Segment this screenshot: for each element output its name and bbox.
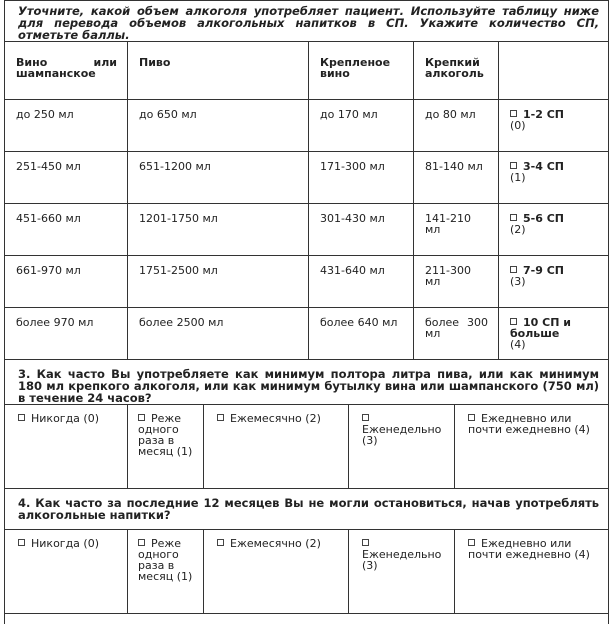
option-weekly[interactable] <box>349 405 455 489</box>
wine-volume: до 250 мл <box>5 100 128 152</box>
checkbox-icon[interactable] <box>510 110 517 117</box>
wine-volume: 661-970 мл <box>5 256 128 308</box>
conversion-header-row <box>5 42 609 100</box>
conversion-row <box>5 308 609 360</box>
conversion-row <box>5 256 609 308</box>
wine-volume: 251-450 мл <box>5 152 128 204</box>
sp-score: (4) <box>510 338 526 351</box>
questionnaire-page <box>4 0 608 624</box>
fortified-volume: 431-640 мл <box>309 256 414 308</box>
checkbox-icon[interactable] <box>510 318 517 325</box>
checkbox-icon[interactable] <box>510 266 517 273</box>
sp-label: 7-9 СП <box>523 264 564 277</box>
checkbox-icon[interactable] <box>138 414 145 421</box>
option-less-than-monthly[interactable] <box>128 530 204 614</box>
sp-label: 10 СП и больше <box>510 316 571 340</box>
header-score <box>499 42 609 100</box>
sp-option[interactable] <box>499 256 609 308</box>
sp-label: 3-4 СП <box>523 160 564 173</box>
header-beer: Пиво <box>128 42 309 100</box>
sp-score: (1) <box>510 171 526 184</box>
checkbox-icon[interactable] <box>217 414 224 421</box>
intro-row <box>5 1 609 42</box>
conversion-row <box>5 152 609 204</box>
conversion-row <box>5 100 609 152</box>
question-text: 3. Как часто Вы употребляете как минимум полтора литра пива, или как минимум 180 мл крепкого алкоголя, или как минимум бутылку вина или шампанского (750 мл) в течение 24 часов? <box>5 360 609 405</box>
question-row <box>5 360 609 405</box>
checkbox-icon[interactable] <box>362 539 369 546</box>
option-label: Реже одного раза в месяц (1) <box>138 412 192 458</box>
checkbox-icon[interactable] <box>468 539 475 546</box>
option-never[interactable] <box>5 405 128 489</box>
strong-volume: до 80 мл <box>414 100 499 152</box>
question-text: 4. Как часто за последние 12 месяцев Вы не могли остановиться, начав употреблять алкогольные напитки? <box>5 489 609 530</box>
checkbox-icon[interactable] <box>510 214 517 221</box>
sp-label: 1-2 СП <box>523 108 564 121</box>
option-label: Еженедельно (3) <box>362 423 441 447</box>
answer-options-row <box>5 530 609 614</box>
audit-table <box>4 0 609 624</box>
strong-volume: 81-140 мл <box>414 152 499 204</box>
conversion-row <box>5 204 609 256</box>
wine-volume: 451-660 мл <box>5 204 128 256</box>
option-label: Реже одного раза в месяц (1) <box>138 537 192 583</box>
option-monthly[interactable] <box>204 405 349 489</box>
beer-volume: 1201-1750 мл <box>128 204 309 256</box>
option-weekly[interactable] <box>349 530 455 614</box>
intro-text: Уточните, какой объем алкоголя употребляет пациент. Используйте таблицу ниже для перевода объемов алкогольных напитков в СП. Укажите количество СП, отметьте баллы. <box>5 1 609 42</box>
checkbox-icon[interactable] <box>138 539 145 546</box>
strong-volume: более 300 мл <box>414 308 499 360</box>
sp-option[interactable] <box>499 100 609 152</box>
header-strong: Крепкий алкоголь <box>414 42 499 100</box>
checkbox-icon[interactable] <box>217 539 224 546</box>
option-never[interactable] <box>5 530 128 614</box>
beer-volume: до 650 мл <box>128 100 309 152</box>
beer-volume: более 2500 мл <box>128 308 309 360</box>
option-daily[interactable] <box>455 405 609 489</box>
checkbox-icon[interactable] <box>510 162 517 169</box>
sp-option[interactable] <box>499 308 609 360</box>
option-label: Еженедельно (3) <box>362 548 441 572</box>
header-fortified: Крепленое вино <box>309 42 414 100</box>
option-less-than-monthly[interactable] <box>128 405 204 489</box>
beer-volume: 651-1200 мл <box>128 152 309 204</box>
sp-option[interactable] <box>499 152 609 204</box>
question-row <box>5 489 609 530</box>
option-daily[interactable] <box>455 530 609 614</box>
checkbox-icon[interactable] <box>18 539 25 546</box>
option-label: Ежемесячно (2) <box>230 537 321 550</box>
beer-volume: 1751-2500 мл <box>128 256 309 308</box>
wine-volume: более 970 мл <box>5 308 128 360</box>
sp-label: 5-6 СП <box>523 212 564 225</box>
fortified-volume: до 170 мл <box>309 100 414 152</box>
sp-option[interactable] <box>499 204 609 256</box>
checkbox-icon[interactable] <box>468 414 475 421</box>
fortified-volume: 171-300 мл <box>309 152 414 204</box>
answer-options-row <box>5 405 609 489</box>
strong-volume: 211-300 мл <box>414 256 499 308</box>
checkbox-icon[interactable] <box>18 414 25 421</box>
option-label: Никогда (0) <box>31 412 99 425</box>
sp-score: (3) <box>510 275 526 288</box>
sp-score: (0) <box>510 119 526 132</box>
option-monthly[interactable] <box>204 530 349 614</box>
option-label: Ежедневно или почти ежедневно (4) <box>468 537 590 561</box>
option-label: Никогда (0) <box>31 537 99 550</box>
fortified-volume: более 640 мл <box>309 308 414 360</box>
option-label: Ежедневно или почти ежедневно (4) <box>468 412 590 436</box>
sp-score: (2) <box>510 223 526 236</box>
checkbox-icon[interactable] <box>362 414 369 421</box>
header-wine: Вино или шампанское <box>5 42 128 100</box>
option-label: Ежемесячно (2) <box>230 412 321 425</box>
table-bottom-row <box>5 614 609 624</box>
fortified-volume: 301-430 мл <box>309 204 414 256</box>
strong-volume: 141-210 мл <box>414 204 499 256</box>
